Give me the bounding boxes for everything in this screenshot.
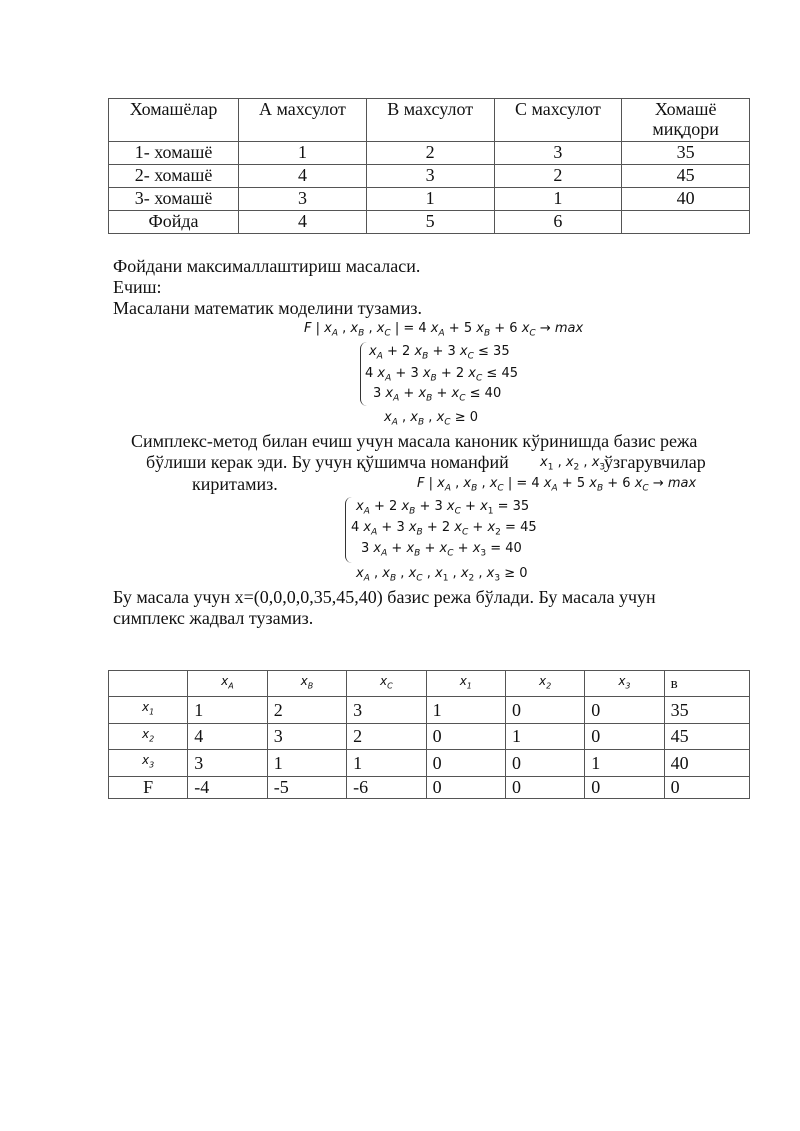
table-cell: 4 — [239, 211, 367, 234]
row-label: $x_1$ — [109, 697, 188, 723]
table-cell: 1 — [188, 697, 267, 723]
header-cell: $x_1$ — [426, 671, 505, 697]
table-cell: 4 — [239, 165, 367, 188]
table-cell: 2- хомашё — [109, 165, 239, 188]
table-cell: 2 — [494, 165, 622, 188]
table-cell: 3 — [494, 142, 622, 165]
table-cell: 3- хомашё — [109, 188, 239, 211]
table-cell: 5 — [366, 211, 494, 234]
table-cell: 45 — [664, 723, 749, 749]
header-cell: А махсулот — [239, 99, 367, 142]
simplex-table — [108, 670, 750, 799]
table-cell: 0 — [664, 776, 749, 798]
nonnegativity-constraint: $x_A$ , $x_B$ , $x_C$ , $x_1$ , $x_2$ , $x_3 \ge 0$ — [356, 566, 528, 584]
paragraph: Ечиш: — [113, 277, 162, 297]
constraint: 3 $x_A + x_B + x_C \le 40$ — [373, 386, 502, 404]
header-cell: Хомашё миқдори — [622, 99, 750, 142]
table-cell: 3 — [239, 188, 367, 211]
constraint: 3 $x_A + x_B + x_C + x_3 = 40$ — [361, 541, 522, 559]
header-cell: $x_B$ — [267, 671, 346, 697]
paragraph: Масалани математик моделини тузамиз. — [113, 298, 423, 318]
row-label: F — [109, 776, 188, 798]
table-cell: 0 — [505, 750, 584, 776]
header-cell: $x_3$ — [585, 671, 664, 697]
table-row — [109, 697, 750, 723]
table-cell: 1 — [426, 697, 505, 723]
header-cell: $x_2$ — [505, 671, 584, 697]
header-cell: С махсулот — [494, 99, 622, 142]
table-cell: 1 — [347, 750, 426, 776]
header-cell: В махсулот — [366, 99, 494, 142]
table-cell: 0 — [585, 697, 664, 723]
header-cell: $x_A$ — [188, 671, 267, 697]
table-row — [109, 750, 750, 776]
constraint: 4 $x_A + 3$ $x_B + 2$ $x_C \le 45$ — [365, 366, 518, 384]
table-cell: -5 — [267, 776, 346, 798]
slack-variables: $x_1$ , $x_2$ , $x_3$ — [540, 455, 606, 473]
table-cell: 1 — [494, 188, 622, 211]
row-label: $x_2$ — [109, 723, 188, 749]
table-cell: 0 — [426, 723, 505, 749]
table-cell: Фойда — [109, 211, 239, 234]
table-header-row — [109, 99, 750, 142]
table-row — [109, 142, 750, 165]
objective-function: F | $x_A$ , $x_B$ , $x_C$ | = 4 $x_A + 5$ $x_B + 6$ $x_C \to \max$ — [304, 321, 584, 339]
table-row — [109, 211, 750, 234]
objective-function: F | $x_A$ , $x_B$ , $x_C$ | = 4 $x_A + 5$ $x_B + 6$ $x_C \to \max$ — [417, 476, 697, 494]
table-cell: 1 — [239, 142, 367, 165]
paragraph: бўлиши керак эди. Бу учун қўшимча номанфий — [146, 452, 509, 472]
table-cell: 1 — [505, 723, 584, 749]
table-cell: 6 — [494, 211, 622, 234]
constraint: $x_A + 2$ $x_B + 3$ $x_C + x_1 = 35$ — [356, 499, 530, 517]
table-cell: -6 — [347, 776, 426, 798]
paragraph: Бу масала учун x=(0,0,0,0,35,45,40) базис режа бўлади. Бу масала учун — [113, 587, 656, 607]
paragraph: ўзгарувчилар — [604, 452, 706, 472]
table-cell: 0 — [505, 697, 584, 723]
table-cell: 0 — [585, 723, 664, 749]
paragraph: симплекс жадвал тузамиз. — [113, 608, 314, 628]
table-row — [109, 723, 750, 749]
table-cell: 4 — [188, 723, 267, 749]
table-cell: 40 — [664, 750, 749, 776]
paragraph: Фойдани максималлаштириш масаласи. — [113, 256, 421, 276]
row-label: $x_3$ — [109, 750, 188, 776]
table-cell: -4 — [188, 776, 267, 798]
paragraph: киритамиз. — [192, 474, 278, 494]
table-cell: 1 — [366, 188, 494, 211]
table-cell: 2 — [366, 142, 494, 165]
constraint: $x_A + 2$ $x_B + 3$ $x_C \le 35$ — [369, 344, 510, 362]
header-cell — [109, 671, 188, 697]
header-cell: $x_C$ — [347, 671, 426, 697]
table-cell: 35 — [622, 142, 750, 165]
table-cell: 0 — [585, 776, 664, 798]
table-cell: 1 — [267, 750, 346, 776]
table-cell: 2 — [267, 697, 346, 723]
constraint: 4 $x_A + 3$ $x_B + 2$ $x_C + x_2 = 45$ — [351, 520, 537, 538]
table-cell: 3 — [366, 165, 494, 188]
table-cell: 45 — [622, 165, 750, 188]
raw-materials-table — [108, 98, 750, 234]
table-cell: 40 — [622, 188, 750, 211]
table-cell: 2 — [347, 723, 426, 749]
table-cell: 3 — [347, 697, 426, 723]
table-cell: 1- хомашё — [109, 142, 239, 165]
table-cell: 35 — [664, 697, 749, 723]
table-row — [109, 165, 750, 188]
table-row — [109, 188, 750, 211]
table-cell: 1 — [585, 750, 664, 776]
paragraph: Симплекс-метод билан ечиш учун масала каноник кўринишда базис режа — [131, 431, 698, 451]
table-cell: 0 — [505, 776, 584, 798]
table-cell: 0 — [426, 776, 505, 798]
table-row — [109, 776, 750, 798]
nonnegativity-constraint: $x_A$ , $x_B$ , $x_C \ge 0$ — [384, 410, 479, 428]
header-cell: в — [664, 671, 749, 697]
table-cell — [622, 211, 750, 234]
header-cell: Хомашёлар — [109, 99, 239, 142]
table-cell: 0 — [426, 750, 505, 776]
table-cell: 3 — [188, 750, 267, 776]
table-cell: 3 — [267, 723, 346, 749]
table-header-row — [109, 671, 750, 697]
